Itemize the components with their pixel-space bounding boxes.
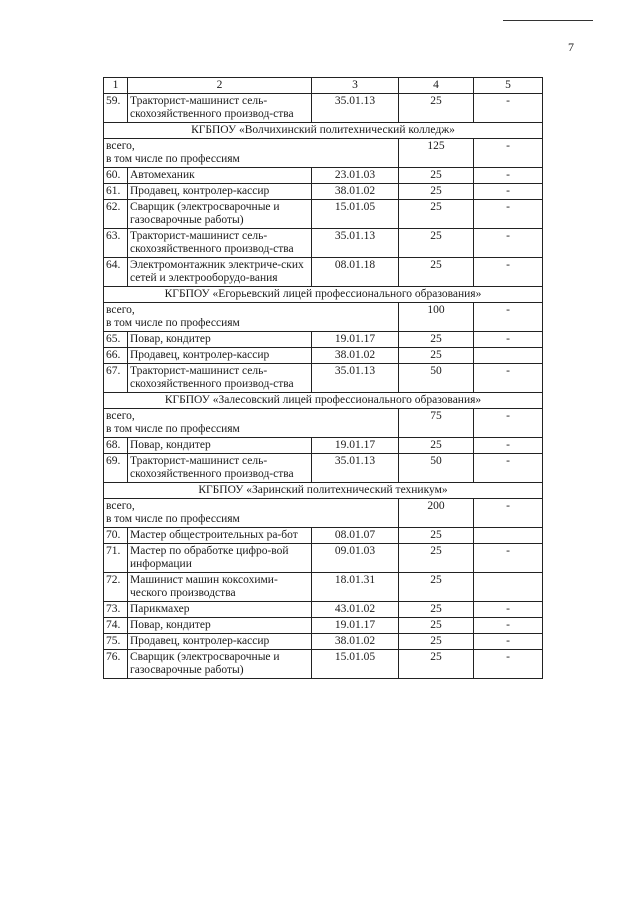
- profession-name: Продавец, контролер-кассир: [128, 348, 312, 364]
- admission-count: 50: [399, 364, 474, 393]
- col5-value: [474, 528, 543, 544]
- table-row: [104, 573, 543, 602]
- total-col5: -: [474, 303, 543, 332]
- total-row: [104, 409, 543, 438]
- admission-count: 25: [399, 650, 474, 679]
- profession-name: Тракторист-машинист сель-скохозяйственного производ-ства: [128, 364, 312, 393]
- profession-name: Повар, кондитер: [128, 438, 312, 454]
- header-cell: 5: [474, 78, 543, 94]
- row-number: 70.: [104, 528, 128, 544]
- institution-name: КГБПОУ «Волчихинский политехнический колледж»: [104, 123, 543, 139]
- total-row: [104, 499, 543, 528]
- total-row: [104, 139, 543, 168]
- row-number: 61.: [104, 184, 128, 200]
- profession-name: Машинист машин коксохими-ческого производства: [128, 573, 312, 602]
- col5-value: -: [474, 200, 543, 229]
- total-label: всего, в том числе по профессиям: [104, 499, 399, 528]
- row-number: 73.: [104, 602, 128, 618]
- total-label: всего, в том числе по профессиям: [104, 139, 399, 168]
- admission-count: 25: [399, 200, 474, 229]
- admission-count: 25: [399, 634, 474, 650]
- table-row: [104, 438, 543, 454]
- table-row: [104, 650, 543, 679]
- profession-code: 08.01.07: [312, 528, 399, 544]
- admission-count: 50: [399, 454, 474, 483]
- institution-name: КГБПОУ «Залесовский лицей профессионального образования»: [104, 393, 543, 409]
- profession-code: 35.01.13: [312, 94, 399, 123]
- profession-code: 43.01.02: [312, 602, 399, 618]
- total-row: [104, 303, 543, 332]
- profession-name: Продавец, контролер-кассир: [128, 634, 312, 650]
- row-number: 71.: [104, 544, 128, 573]
- admission-count: 25: [399, 258, 474, 287]
- row-number: 75.: [104, 634, 128, 650]
- table-row: [104, 348, 543, 364]
- institution-row: [104, 123, 543, 139]
- total-count: 100: [399, 303, 474, 332]
- row-number: 72.: [104, 573, 128, 602]
- col5-value: [474, 348, 543, 364]
- admission-count: 25: [399, 573, 474, 602]
- header-cell: 3: [312, 78, 399, 94]
- table-row: [104, 618, 543, 634]
- col5-value: -: [474, 229, 543, 258]
- profession-code: 15.01.05: [312, 200, 399, 229]
- profession-code: 19.01.17: [312, 618, 399, 634]
- institution-name: КГБПОУ «Заринский политехнический техникум»: [104, 483, 543, 499]
- profession-name: Повар, кондитер: [128, 618, 312, 634]
- col5-value: -: [474, 168, 543, 184]
- profession-name: Сварщик (электросварочные и газосварочные работы): [128, 200, 312, 229]
- profession-name: Тракторист-машинист сель-скохозяйственного производ-ства: [128, 229, 312, 258]
- profession-name: Мастер общестроительных ра-бот: [128, 528, 312, 544]
- admission-count: 25: [399, 332, 474, 348]
- profession-name: Тракторист-машинист сель-скохозяйственного производ-ства: [128, 454, 312, 483]
- profession-name: Продавец, контролер-кассир: [128, 184, 312, 200]
- profession-code: 08.01.18: [312, 258, 399, 287]
- profession-name: Автомеханик: [128, 168, 312, 184]
- profession-name: Тракторист-машинист сель-скохозяйственного производ-ства: [128, 94, 312, 123]
- header-rule: [503, 20, 593, 21]
- institution-row: [104, 393, 543, 409]
- profession-code: 38.01.02: [312, 184, 399, 200]
- total-count: 200: [399, 499, 474, 528]
- total-count: 125: [399, 139, 474, 168]
- row-number: 76.: [104, 650, 128, 679]
- col5-value: -: [474, 544, 543, 573]
- col5-value: -: [474, 602, 543, 618]
- col5-value: -: [474, 332, 543, 348]
- col5-value: -: [474, 438, 543, 454]
- col5-value: -: [474, 650, 543, 679]
- col5-value: -: [474, 258, 543, 287]
- profession-code: 15.01.05: [312, 650, 399, 679]
- row-number: 68.: [104, 438, 128, 454]
- admission-count: 25: [399, 184, 474, 200]
- admission-count: 25: [399, 168, 474, 184]
- profession-code: 35.01.13: [312, 364, 399, 393]
- row-number: 62.: [104, 200, 128, 229]
- admission-count: 25: [399, 528, 474, 544]
- table-row: [104, 229, 543, 258]
- row-number: 60.: [104, 168, 128, 184]
- header-cell: 2: [128, 78, 312, 94]
- table-body: [104, 78, 543, 679]
- header-row: [104, 78, 543, 94]
- admission-count: 25: [399, 602, 474, 618]
- table-row: [104, 200, 543, 229]
- profession-name: Мастер по обработке цифро-вой информации: [128, 544, 312, 573]
- admission-count: 25: [399, 438, 474, 454]
- table-row: [104, 258, 543, 287]
- table-row: [104, 544, 543, 573]
- total-col5: -: [474, 499, 543, 528]
- row-number: 74.: [104, 618, 128, 634]
- row-number: 69.: [104, 454, 128, 483]
- row-number: 67.: [104, 364, 128, 393]
- admission-count: 25: [399, 544, 474, 573]
- profession-name: Сварщик (электросварочные и газосварочные работы): [128, 650, 312, 679]
- table-row: [104, 602, 543, 618]
- header-cell: 1: [104, 78, 128, 94]
- profession-code: 19.01.17: [312, 438, 399, 454]
- profession-code: 19.01.17: [312, 332, 399, 348]
- page-number: 7: [568, 40, 574, 54]
- row-number: 64.: [104, 258, 128, 287]
- table-row: [104, 528, 543, 544]
- profession-code: 35.01.13: [312, 454, 399, 483]
- profession-code: 38.01.02: [312, 634, 399, 650]
- profession-code: 18.01.31: [312, 573, 399, 602]
- row-number: 63.: [104, 229, 128, 258]
- table-row: [104, 454, 543, 483]
- profession-code: 09.01.03: [312, 544, 399, 573]
- col5-value: -: [474, 634, 543, 650]
- table-row: [104, 168, 543, 184]
- institution-row: [104, 483, 543, 499]
- institution-row: [104, 287, 543, 303]
- admission-count: 25: [399, 348, 474, 364]
- admission-count: 25: [399, 94, 474, 123]
- col5-value: [474, 573, 543, 602]
- col5-value: -: [474, 364, 543, 393]
- professions-table: [103, 77, 543, 679]
- total-col5: -: [474, 409, 543, 438]
- profession-code: 38.01.02: [312, 348, 399, 364]
- table-row: [104, 184, 543, 200]
- profession-name: Электромонтажник электриче-ских сетей и электрооборудо-вания: [128, 258, 312, 287]
- col5-value: -: [474, 454, 543, 483]
- table-row: [104, 364, 543, 393]
- header-cell: 4: [399, 78, 474, 94]
- row-number: 59.: [104, 94, 128, 123]
- admission-count: 25: [399, 618, 474, 634]
- col5-value: -: [474, 94, 543, 123]
- row-number: 65.: [104, 332, 128, 348]
- profession-name: Повар, кондитер: [128, 332, 312, 348]
- col5-value: -: [474, 184, 543, 200]
- table-row: [104, 332, 543, 348]
- total-label: всего, в том числе по профессиям: [104, 303, 399, 332]
- total-col5: -: [474, 139, 543, 168]
- table-row: [104, 94, 543, 123]
- profession-name: Парикмахер: [128, 602, 312, 618]
- total-count: 75: [399, 409, 474, 438]
- institution-name: КГБПОУ «Егорьевский лицей профессионального образования»: [104, 287, 543, 303]
- total-label: всего, в том числе по профессиям: [104, 409, 399, 438]
- table-row: [104, 634, 543, 650]
- col5-value: -: [474, 618, 543, 634]
- profession-code: 35.01.13: [312, 229, 399, 258]
- profession-code: 23.01.03: [312, 168, 399, 184]
- admission-count: 25: [399, 229, 474, 258]
- row-number: 66.: [104, 348, 128, 364]
